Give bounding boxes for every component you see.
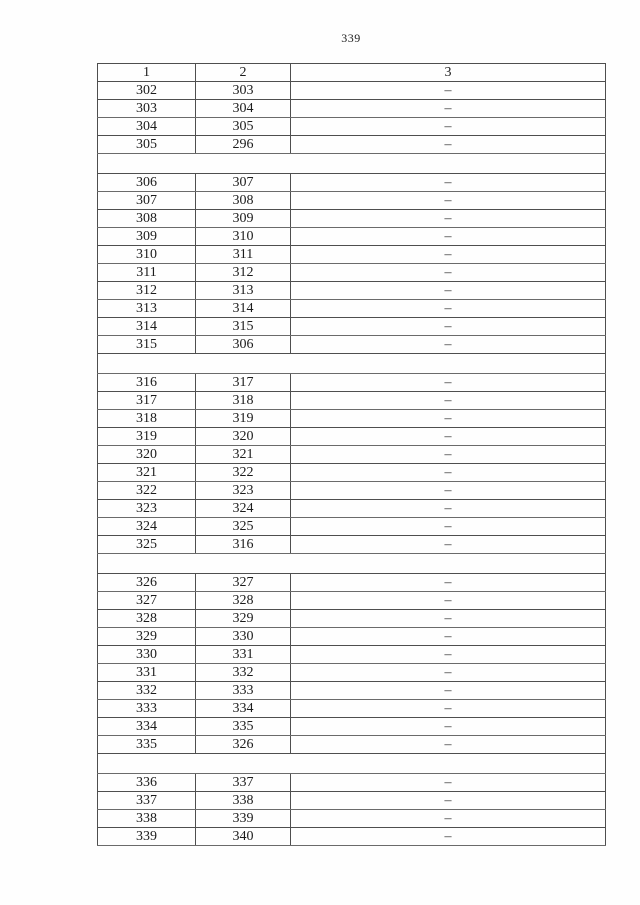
table-row <box>98 264 606 282</box>
number-cell-col2: 314 <box>196 300 291 318</box>
table-row <box>98 792 606 810</box>
dash-cell: – <box>291 500 606 518</box>
dash-cell: – <box>291 428 606 446</box>
number-cell-col1: 311 <box>98 264 196 282</box>
table-row <box>98 282 606 300</box>
number-cell-col2: 305 <box>196 118 291 136</box>
table-row <box>98 410 606 428</box>
number-cell-col1: 315 <box>98 336 196 354</box>
dash-cell: – <box>291 774 606 792</box>
page-number: 339 <box>341 31 361 45</box>
number-cell-col1: 334 <box>98 718 196 736</box>
number-cell-col1: 333 <box>98 700 196 718</box>
number-cell-col2: 326 <box>196 736 291 754</box>
number-cell-col2: 312 <box>196 264 291 282</box>
dash-cell: – <box>291 82 606 100</box>
dash-cell: – <box>291 192 606 210</box>
dash-cell: – <box>291 592 606 610</box>
dash-cell: – <box>291 700 606 718</box>
dash-cell: – <box>291 574 606 592</box>
section-separator-row <box>98 754 606 774</box>
dash-cell: – <box>291 792 606 810</box>
dash-cell: – <box>291 264 606 282</box>
number-cell-col2: 338 <box>196 792 291 810</box>
dash-cell: – <box>291 628 606 646</box>
number-cell-col2: 334 <box>196 700 291 718</box>
data-table <box>97 63 606 846</box>
number-cell-col1: 339 <box>98 828 196 846</box>
section-separator-row <box>98 554 606 574</box>
number-cell-col2: 311 <box>196 246 291 264</box>
table-row <box>98 464 606 482</box>
number-cell-col1: 328 <box>98 610 196 628</box>
table-row <box>98 610 606 628</box>
table-row <box>98 118 606 136</box>
table-row <box>98 192 606 210</box>
number-cell-col1: 318 <box>98 410 196 428</box>
number-cell-col1: 322 <box>98 482 196 500</box>
dash-cell: – <box>291 318 606 336</box>
table-row <box>98 82 606 100</box>
dash-cell: – <box>291 736 606 754</box>
number-cell-col2: 321 <box>196 446 291 464</box>
table-row <box>98 774 606 792</box>
number-cell-col2: 340 <box>196 828 291 846</box>
dash-cell: – <box>291 410 606 428</box>
number-cell-col1: 317 <box>98 392 196 410</box>
table-row <box>98 828 606 846</box>
table-row <box>98 136 606 154</box>
number-cell-col2: 319 <box>196 410 291 428</box>
dash-cell: – <box>291 392 606 410</box>
column-header-2: 2 <box>196 64 291 82</box>
number-cell-col1: 319 <box>98 428 196 446</box>
number-cell-col1: 336 <box>98 774 196 792</box>
dash-cell: – <box>291 664 606 682</box>
dash-cell: – <box>291 246 606 264</box>
table-row <box>98 392 606 410</box>
number-cell-col1: 329 <box>98 628 196 646</box>
number-cell-col2: 327 <box>196 574 291 592</box>
table-row <box>98 574 606 592</box>
number-cell-col1: 310 <box>98 246 196 264</box>
number-cell-col2: 332 <box>196 664 291 682</box>
number-cell-col1: 327 <box>98 592 196 610</box>
number-cell-col1: 330 <box>98 646 196 664</box>
table-row <box>98 210 606 228</box>
dash-cell: – <box>291 174 606 192</box>
dash-cell: – <box>291 828 606 846</box>
number-cell-col1: 316 <box>98 374 196 392</box>
table-row <box>98 228 606 246</box>
number-cell-col2: 324 <box>196 500 291 518</box>
number-cell-col1: 324 <box>98 518 196 536</box>
number-cell-col2: 320 <box>196 428 291 446</box>
table-row <box>98 664 606 682</box>
column-header-1: 1 <box>98 64 196 82</box>
number-cell-col1: 304 <box>98 118 196 136</box>
table-row <box>98 646 606 664</box>
table-row <box>98 300 606 318</box>
number-cell-col2: 316 <box>196 536 291 554</box>
table-row <box>98 374 606 392</box>
dash-cell: – <box>291 228 606 246</box>
number-cell-col1: 325 <box>98 536 196 554</box>
table-row <box>98 428 606 446</box>
dash-cell: – <box>291 682 606 700</box>
number-cell-col2: 315 <box>196 318 291 336</box>
number-cell-col2: 318 <box>196 392 291 410</box>
header-row <box>98 64 606 82</box>
number-cell-col2: 323 <box>196 482 291 500</box>
dash-cell: – <box>291 536 606 554</box>
number-cell-col2: 333 <box>196 682 291 700</box>
dash-cell: – <box>291 518 606 536</box>
separator-cell <box>98 354 606 374</box>
table-row <box>98 518 606 536</box>
separator-cell <box>98 754 606 774</box>
number-cell-col2: 328 <box>196 592 291 610</box>
section-separator-row <box>98 154 606 174</box>
number-cell-col1: 308 <box>98 210 196 228</box>
number-cell-col1: 337 <box>98 792 196 810</box>
separator-cell <box>98 554 606 574</box>
number-cell-col1: 331 <box>98 664 196 682</box>
dash-cell: – <box>291 810 606 828</box>
table-row <box>98 500 606 518</box>
dash-cell: – <box>291 100 606 118</box>
number-cell-col1: 332 <box>98 682 196 700</box>
number-cell-col2: 325 <box>196 518 291 536</box>
table-row <box>98 718 606 736</box>
column-header-3: 3 <box>291 64 606 82</box>
dash-cell: – <box>291 610 606 628</box>
dash-cell: – <box>291 210 606 228</box>
number-cell-col2: 309 <box>196 210 291 228</box>
number-cell-col1: 320 <box>98 446 196 464</box>
table-row <box>98 592 606 610</box>
number-cell-col2: 304 <box>196 100 291 118</box>
number-cell-col1: 313 <box>98 300 196 318</box>
table-row <box>98 318 606 336</box>
number-cell-col1: 338 <box>98 810 196 828</box>
number-cell-col2: 329 <box>196 610 291 628</box>
number-cell-col1: 335 <box>98 736 196 754</box>
dash-cell: – <box>291 300 606 318</box>
number-cell-col1: 326 <box>98 574 196 592</box>
number-cell-col2: 335 <box>196 718 291 736</box>
table-row <box>98 100 606 118</box>
separator-cell <box>98 154 606 174</box>
dash-cell: – <box>291 118 606 136</box>
table-row <box>98 682 606 700</box>
table-row <box>98 336 606 354</box>
table-row <box>98 536 606 554</box>
dash-cell: – <box>291 464 606 482</box>
table-row <box>98 482 606 500</box>
table-row <box>98 700 606 718</box>
number-cell-col1: 306 <box>98 174 196 192</box>
number-cell-col2: 306 <box>196 336 291 354</box>
number-cell-col1: 307 <box>98 192 196 210</box>
number-cell-col2: 303 <box>196 82 291 100</box>
number-cell-col1: 321 <box>98 464 196 482</box>
number-cell-col1: 303 <box>98 100 196 118</box>
dash-cell: – <box>291 136 606 154</box>
number-cell-col2: 313 <box>196 282 291 300</box>
number-cell-col2: 337 <box>196 774 291 792</box>
number-cell-col2: 330 <box>196 628 291 646</box>
table-row <box>98 810 606 828</box>
number-cell-col1: 309 <box>98 228 196 246</box>
number-cell-col2: 331 <box>196 646 291 664</box>
table-row <box>98 246 606 264</box>
number-cell-col2: 310 <box>196 228 291 246</box>
dash-cell: – <box>291 446 606 464</box>
number-cell-col2: 296 <box>196 136 291 154</box>
dash-cell: – <box>291 282 606 300</box>
number-cell-col1: 314 <box>98 318 196 336</box>
number-cell-col2: 307 <box>196 174 291 192</box>
table-row <box>98 736 606 754</box>
dash-cell: – <box>291 646 606 664</box>
section-separator-row <box>98 354 606 374</box>
number-cell-col1: 323 <box>98 500 196 518</box>
number-cell-col1: 312 <box>98 282 196 300</box>
dash-cell: – <box>291 718 606 736</box>
number-cell-col1: 302 <box>98 82 196 100</box>
number-cell-col2: 317 <box>196 374 291 392</box>
number-cell-col2: 308 <box>196 192 291 210</box>
number-cell-col1: 305 <box>98 136 196 154</box>
dash-cell: – <box>291 482 606 500</box>
table-row <box>98 174 606 192</box>
table-row <box>98 628 606 646</box>
number-cell-col2: 322 <box>196 464 291 482</box>
table-row <box>98 446 606 464</box>
dash-cell: – <box>291 336 606 354</box>
dash-cell: – <box>291 374 606 392</box>
number-cell-col2: 339 <box>196 810 291 828</box>
